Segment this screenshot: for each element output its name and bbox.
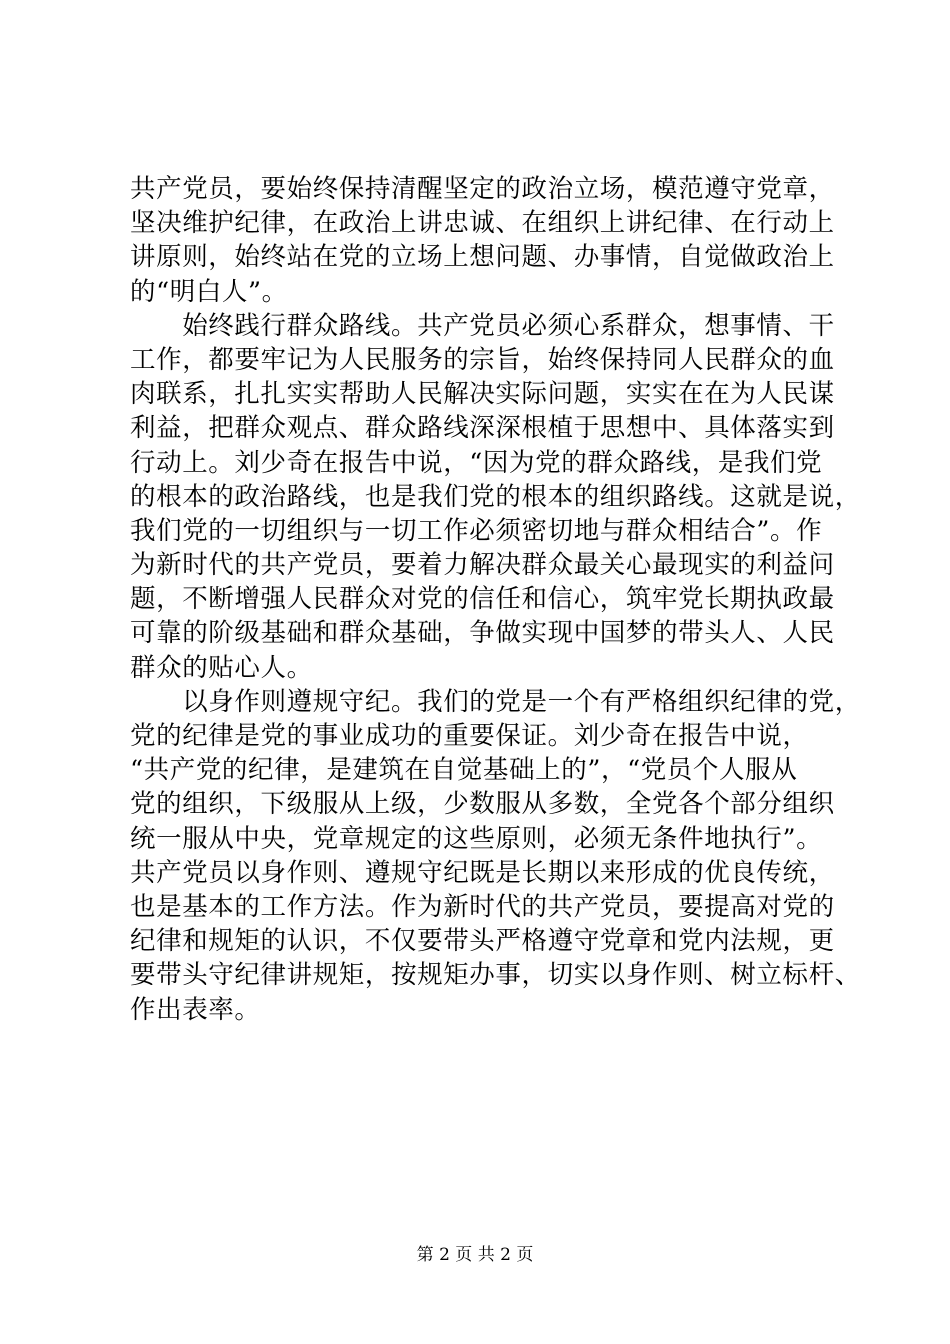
text-line: “共产党的纪律，是建筑在自觉基础上的”，“党员个人服从 (130, 755, 798, 786)
text-line: 共产党员，要始终保持清醒坚定的政治立场，模范遵守党章， (130, 174, 835, 204)
text-line: 的根本的政治路线，也是我们党的根本的组织路线。这就是说， (130, 481, 861, 512)
text-line: 党的组织，下级服从上级，少数服从多数，全党各个部分组织 (130, 789, 835, 820)
text-line: 党的纪律是党的事业成功的重要保证。刘少奇在报告中说， (130, 721, 809, 751)
page-number-footer: 第 2 页 共 2 页 (416, 1245, 534, 1265)
text-line: 作出表率。 (130, 994, 261, 1025)
text-line: 共产党员以身作则、遵规守纪既是长期以来形成的优良传统， (130, 857, 835, 888)
text-line: 工作，都要牢记为人民服务的宗旨，始终保持同人民群众的血 (130, 344, 835, 375)
text-line: 坚决维护纪律，在政治上讲忠诚、在组织上讲纪律、在行动上 (130, 208, 835, 239)
text-line: 要带头守纪律讲规矩，按规矩办事，切实以身作则、树立标杆、 (130, 960, 861, 991)
text-line: 讲原则，始终站在党的立场上想问题、办事情，自觉做政治上 (130, 242, 835, 273)
text-line: 肉联系，扎扎实实帮助人民解决实际问题，实实在在为人民谋 (130, 379, 835, 410)
text-line: 可靠的阶级基础和群众基础，争做实现中国梦的带头人、人民 (130, 618, 835, 649)
text-line: 群众的贴心人。 (130, 652, 313, 683)
text-line: 也是基本的工作方法。作为新时代的共产党员，要提高对党的 (130, 891, 835, 922)
text-line: 的“明白人”。 (130, 276, 288, 307)
text-line: 行动上。刘少奇在报告中说，“因为党的群众路线，是我们党 (130, 447, 823, 478)
text-line: 我们党的一切组织与一切工作必须密切地与群众相结合”。作 (130, 515, 823, 546)
text-line: 始终践行群众路线。共产党员必须心系群众，想事情、干 (130, 310, 835, 341)
text-line: 统一服从中央，党章规定的这些原则，必须无条件地执行”。 (130, 823, 823, 854)
body-text (130, 172, 861, 1027)
text-line: 利益，把群众观点、群众路线深深根植于思想中、具体落实到 (130, 413, 835, 444)
text-line: 为新时代的共产党员，要着力解决群众最关心最现实的利益问 (130, 550, 835, 581)
text-line: 题，不断增强人民群众对党的信任和信心，筑牢党长期执政最 (130, 584, 835, 615)
text-line: 纪律和规矩的认识，不仅要带头严格遵守党章和党内法规，更 (130, 926, 835, 957)
text-line: 以身作则遵规守纪。我们的党是一个有严格组织纪律的党， (130, 686, 861, 717)
